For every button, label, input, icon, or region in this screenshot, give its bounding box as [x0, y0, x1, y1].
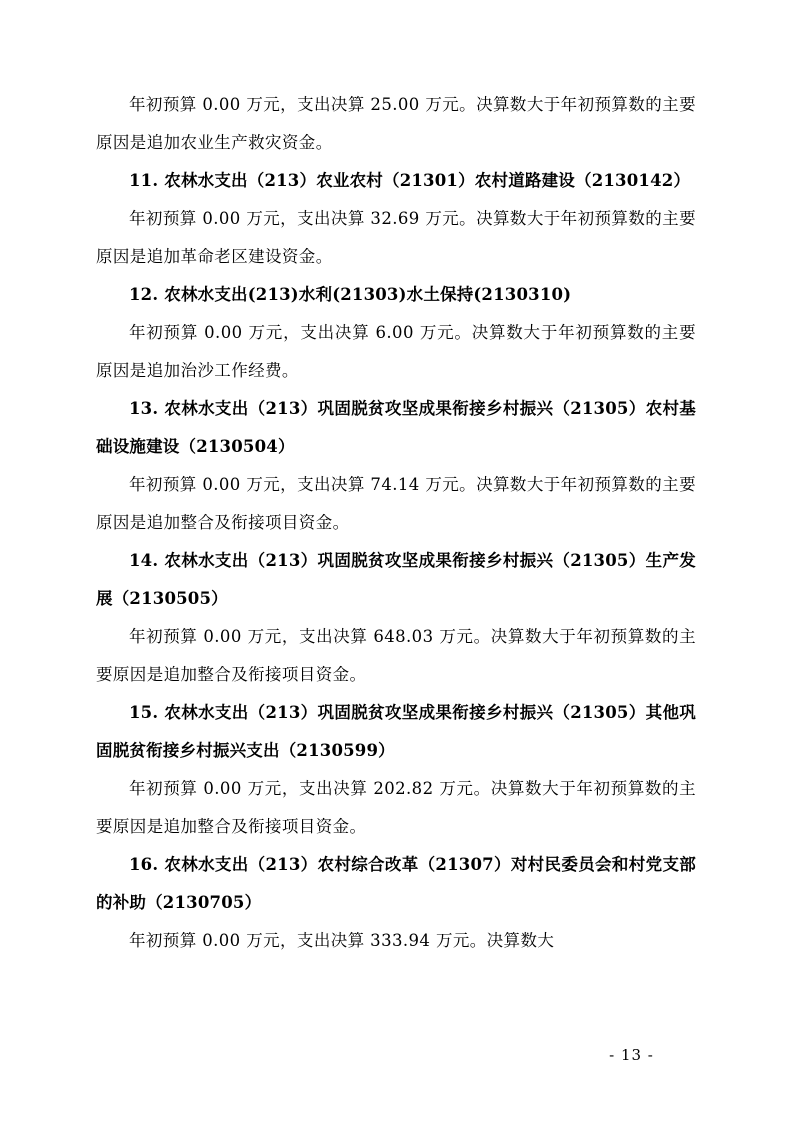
paragraph-body: 年初预算 0.00 万元，支出决算 333.94 万元。决算数大 — [129, 931, 555, 950]
paragraph-body: 年初预算 0.00 万元，支出决算 648.03 万元。决算数大于年初预算数的主要原因是追加整合及衔接项目资金。 — [96, 627, 696, 684]
section-heading-16: 16. 农林水支出（213）农村综合改革（21307）对村民委员会和村党支部的补助（2130705） — [96, 855, 696, 912]
paragraph-body: 年初预算 0.00 万元，支出决算 74.14 万元。决算数大于年初预算数的主要原因是追加整合及衔接项目资金。 — [96, 475, 696, 532]
section-heading-11: 11. 农林水支出（213）农业农村（21301）农村道路建设（2130142） — [129, 171, 691, 190]
page-number-label: - 13 - — [609, 1046, 654, 1064]
page-content — [96, 86, 696, 960]
paragraph-body: 年初预算 0.00 万元，支出决算 32.69 万元。决算数大于年初预算数的主要原因是追加革命老区建设资金。 — [96, 209, 696, 266]
paragraph-body: 年初预算 0.00 万元，支出决算 202.82 万元。决算数大于年初预算数的主要原因是追加整合及衔接项目资金。 — [96, 779, 696, 836]
paragraph-body: 年初预算 0.00 万元，支出决算 6.00 万元。决算数大于年初预算数的主要原因是追加治沙工作经费。 — [96, 323, 696, 380]
paragraph-body: 年初预算 0.00 万元，支出决算 25.00 万元。决算数大于年初预算数的主要原因是追加农业生产救灾资金。 — [96, 95, 696, 152]
section-heading-12: 12. 农林水支出(213)水利(21303)水土保持(2130310) — [129, 285, 572, 304]
page-number — [0, 1046, 793, 1064]
section-heading-14: 14. 农林水支出（213）巩固脱贫攻坚成果衔接乡村振兴（21305）生产发展（2130505） — [96, 551, 696, 608]
section-heading-13: 13. 农林水支出（213）巩固脱贫攻坚成果衔接乡村振兴（21305）农村基础设施建设（2130504） — [96, 399, 696, 456]
section-heading-15: 15. 农林水支出（213）巩固脱贫攻坚成果衔接乡村振兴（21305）其他巩固脱贫衔接乡村振兴支出（2130599） — [96, 703, 696, 760]
